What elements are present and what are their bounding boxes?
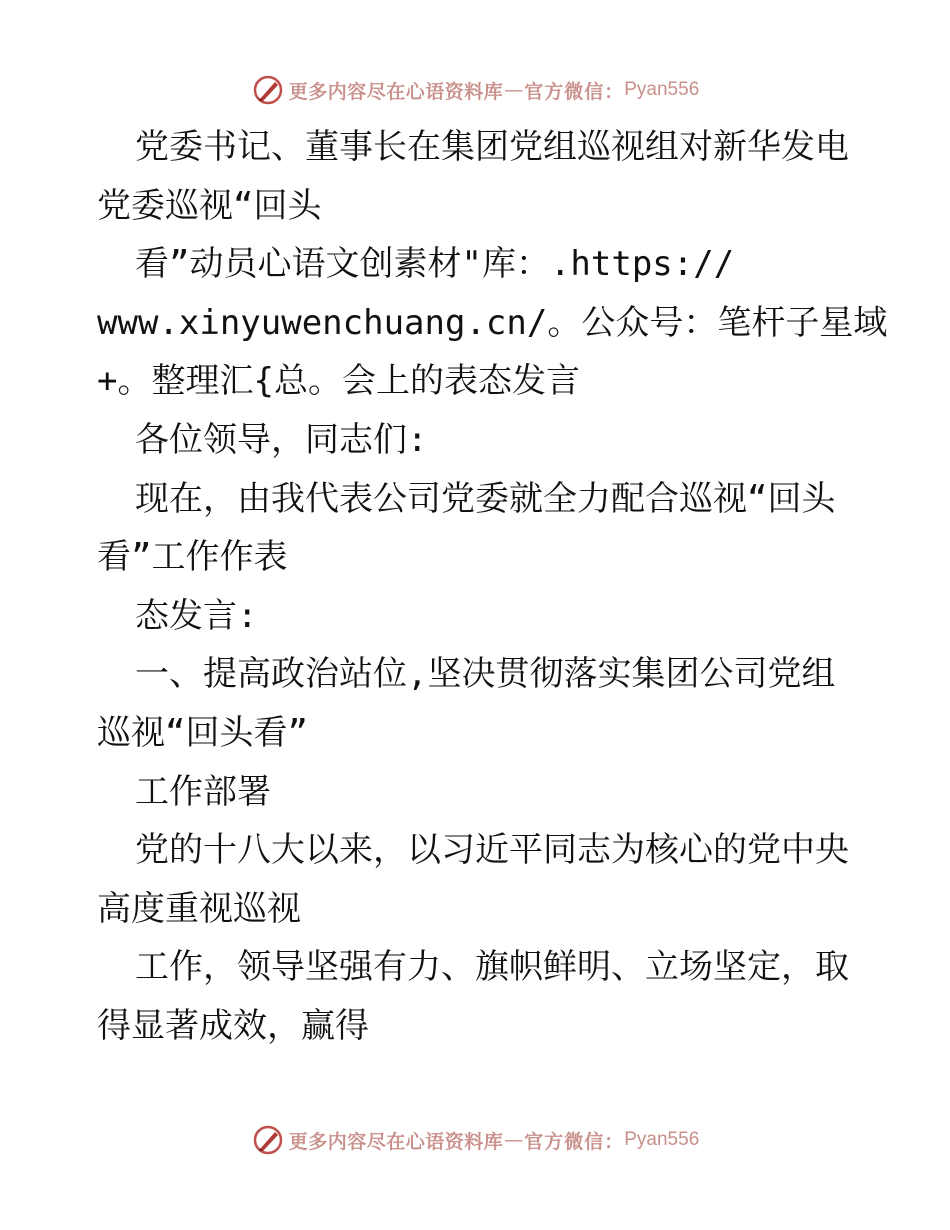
footer-slogan: 更多内容尽在心语资料库 — [288, 1130, 504, 1153]
paragraph-line: 工作部署 — [135, 771, 271, 812]
header-banner — [0, 70, 950, 110]
footer-wechat-label: 官方微信： — [524, 1130, 625, 1153]
paragraph-line: 看”动员心语文创素材"库：.https:// — [135, 244, 735, 285]
paragraph-line: 现在，由我代表公司党委就全力配合巡视“回头 — [135, 478, 836, 519]
footer-banner — [0, 1120, 950, 1160]
footer-wechat-id: Pyan556 — [624, 1129, 700, 1150]
quill-pen-logo-icon — [251, 1123, 285, 1157]
paragraph-line: +。整理汇{总。会上的表态发言 — [97, 361, 580, 402]
paragraph-line: 巡视“回头看” — [97, 712, 308, 753]
paragraph-line: 得显著成效，赢得 — [97, 1005, 369, 1046]
header-slogan: 更多内容尽在心语资料库 — [288, 80, 504, 103]
paragraph-line: 工作，领导坚强有力、旗帜鲜明、立场坚定，取 — [135, 947, 849, 988]
paragraph-line: www.xinyuwenchuang.cn/。公众号：笔杆子星域 — [97, 302, 888, 343]
paragraph-line: 党的十八大以来，以习近平同志为核心的党中央 — [135, 830, 849, 871]
paragraph-line: 党委巡视“回头 — [97, 185, 322, 226]
header-wechat-label: 官方微信： — [524, 80, 625, 103]
header-separator: — — [504, 79, 524, 101]
paragraph-line: 党委书记、董事长在集团党组巡视组对新华发电 — [135, 127, 849, 167]
paragraph-line: 态发言: — [135, 595, 258, 636]
footer-separator: — — [504, 1129, 524, 1151]
paragraph-line: 一、提高政治站位,坚决贯彻落实集团公司党组 — [135, 654, 836, 695]
header-wechat-id: Pyan556 — [624, 79, 700, 100]
document-body — [97, 118, 888, 1056]
paragraph-line: 看”工作作表 — [97, 537, 288, 578]
paragraph-line: 高度重视巡视 — [97, 888, 301, 929]
quill-pen-logo-icon — [251, 73, 285, 107]
paragraph-line: 各位领导，同志们: — [135, 419, 428, 460]
